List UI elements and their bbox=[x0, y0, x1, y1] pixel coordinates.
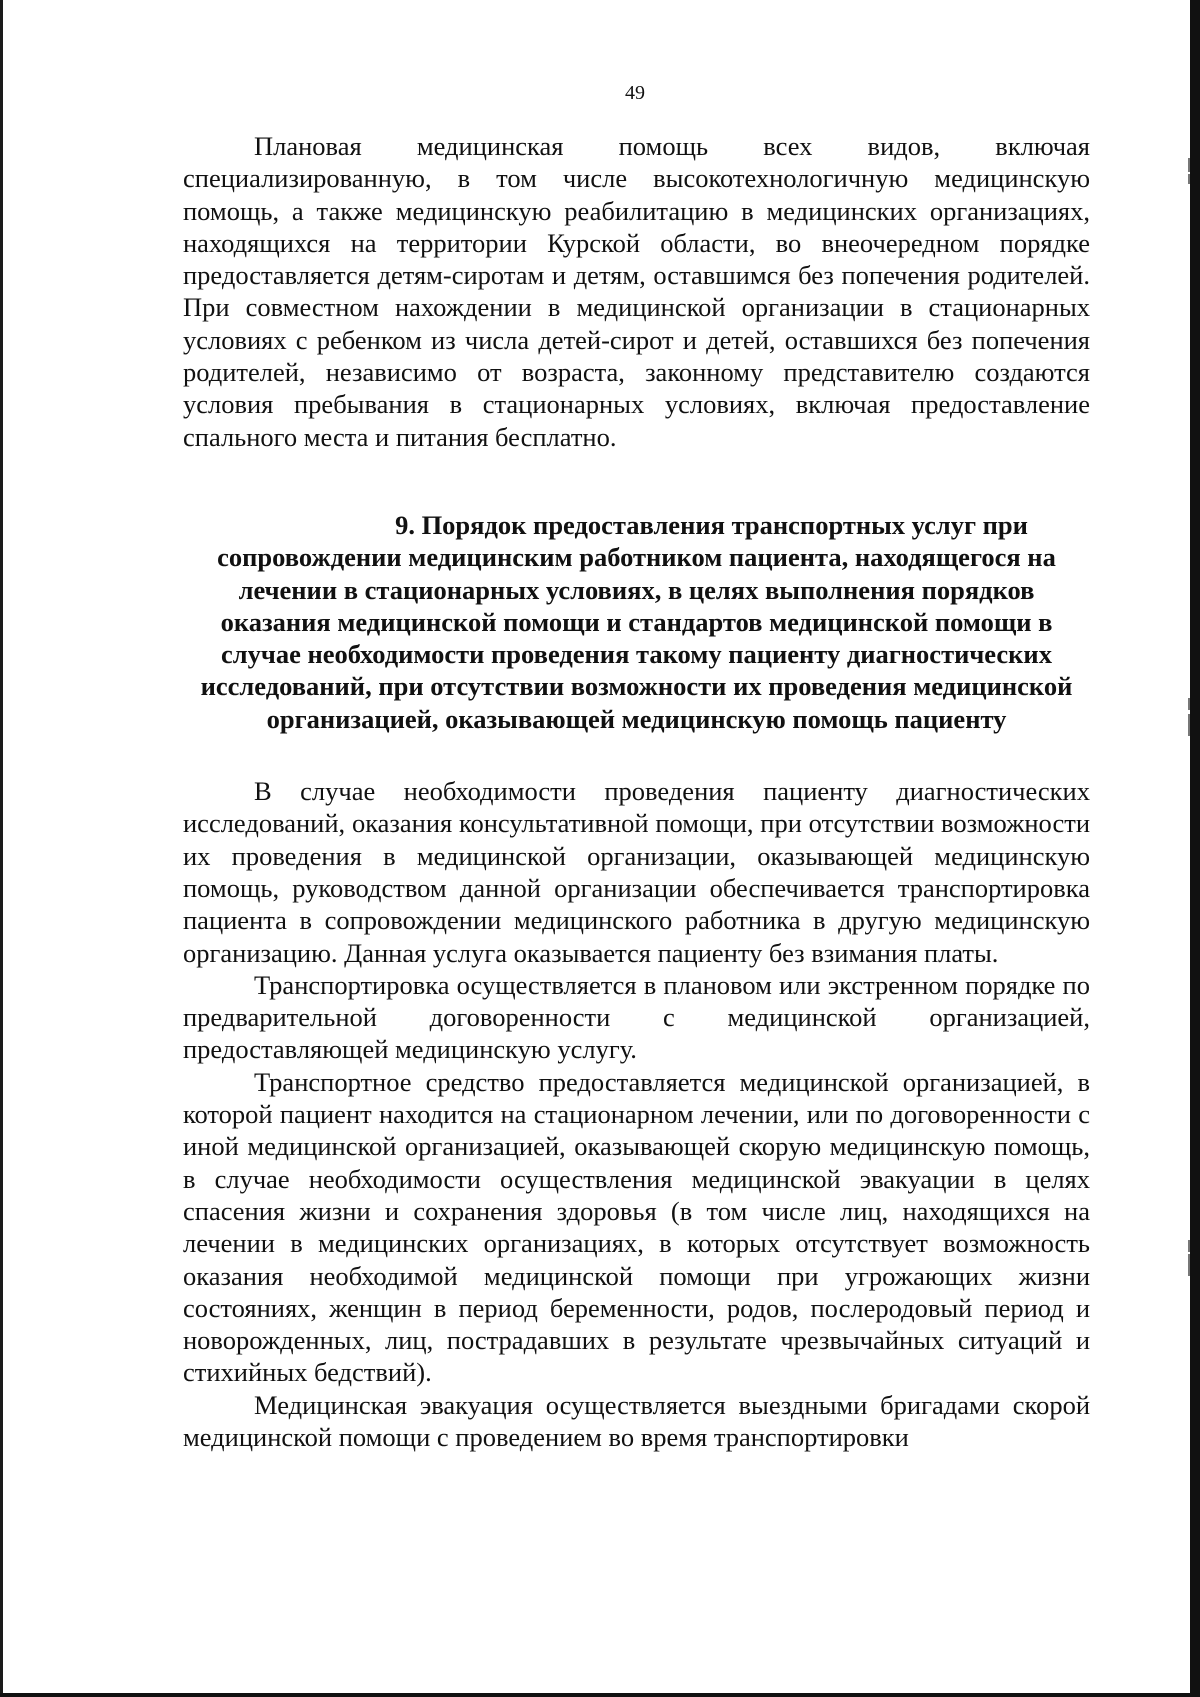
paragraph: Плановая медицинская помощь всех видов, включая специализированную, в том числе высокотехнологичную медицинскую помощь, а также медицинскую реабилитацию в медицинских организациях, находящихся на территории Курской области, во внеочередном порядке предоставляется детям-сиротам и детям, оставшимся без попечения родителей. При совместном нахождении в медицинской организации в стационарных условиях с ребенком из числа детей-сирот и детей, оставшихся без попечения родителей, независимо от возраста, законному представителю создаются условия пребывания в стационарных условиях, включая предоставление спального места и питания бесплатно. bbox=[183, 131, 1090, 452]
scan-edge-left bbox=[0, 0, 3, 1697]
page-number: 49 bbox=[625, 82, 645, 104]
scan-mark bbox=[1188, 714, 1190, 736]
paragraph: В случае необходимости проведения пациенту диагностических исследований, оказания консультативной помощи, при отсутствии возможности их проведения в медицинской организации, оказывающей медицинскую помощь, руководством данной организации обеспечивается транспортировка пациента в сопровождении медицинского работника в другую медицинскую организацию. Данная услуга оказывается пациенту без взимания платы. bbox=[183, 776, 1090, 968]
section-heading bbox=[183, 509, 1090, 735]
scan-mark bbox=[1188, 1240, 1190, 1252]
document-body bbox=[183, 130, 1090, 1453]
paragraph: Транспортировка осуществляется в плановом или экстренном порядке по предварительной договоренности с медицинской организацией, предоставляющей медицинскую услугу. bbox=[183, 969, 1090, 1065]
scan-mark bbox=[1188, 1254, 1190, 1276]
scan-mark bbox=[1188, 174, 1190, 184]
section-heading-rest: сопровождении медицинским работником пациента, находящегося на лечении в стационарных условиях, в целях выполнения порядков оказания медицинской помощи и стандартов медицинской помощи в случае необходимости проведения такому пациенту диагностических исследований, при отсутствии возможности их проведения медицинской организацией, оказывающей медицинскую помощь пациенту bbox=[200, 542, 1073, 734]
scan-edge-bottom bbox=[0, 1693, 1200, 1697]
section-heading-first-line: 9. Порядок предоставления транспортных услуг при bbox=[395, 509, 1028, 540]
scan-mark bbox=[1188, 158, 1190, 172]
scan-mark bbox=[1188, 698, 1190, 710]
scan-edge-right bbox=[1190, 0, 1200, 1697]
paragraph: Медицинская эвакуация осуществляется выездными бригадами скорой медицинской помощи с проведением во время транспортировки bbox=[183, 1389, 1090, 1452]
paragraph: Транспортное средство предоставляется медицинской организацией, в которой пациент находится на стационарном лечении, или по договоренности с иной медицинской организацией, оказывающей скорую медицинскую помощь, в случае необходимости осуществления медицинской эвакуации в целях спасения жизни и сохранения здоровья (в том числе лиц, находящихся на лечении в медицинских организациях, в которых отсутствует возможность оказания необходимой медицинской помощи при угрожающих жизни состояниях, женщин в период беременности, родов, послеродовый период и новорожденных, лиц, пострадавших в результате чрезвычайных ситуаций и стихийных бедствий). bbox=[183, 1066, 1090, 1388]
